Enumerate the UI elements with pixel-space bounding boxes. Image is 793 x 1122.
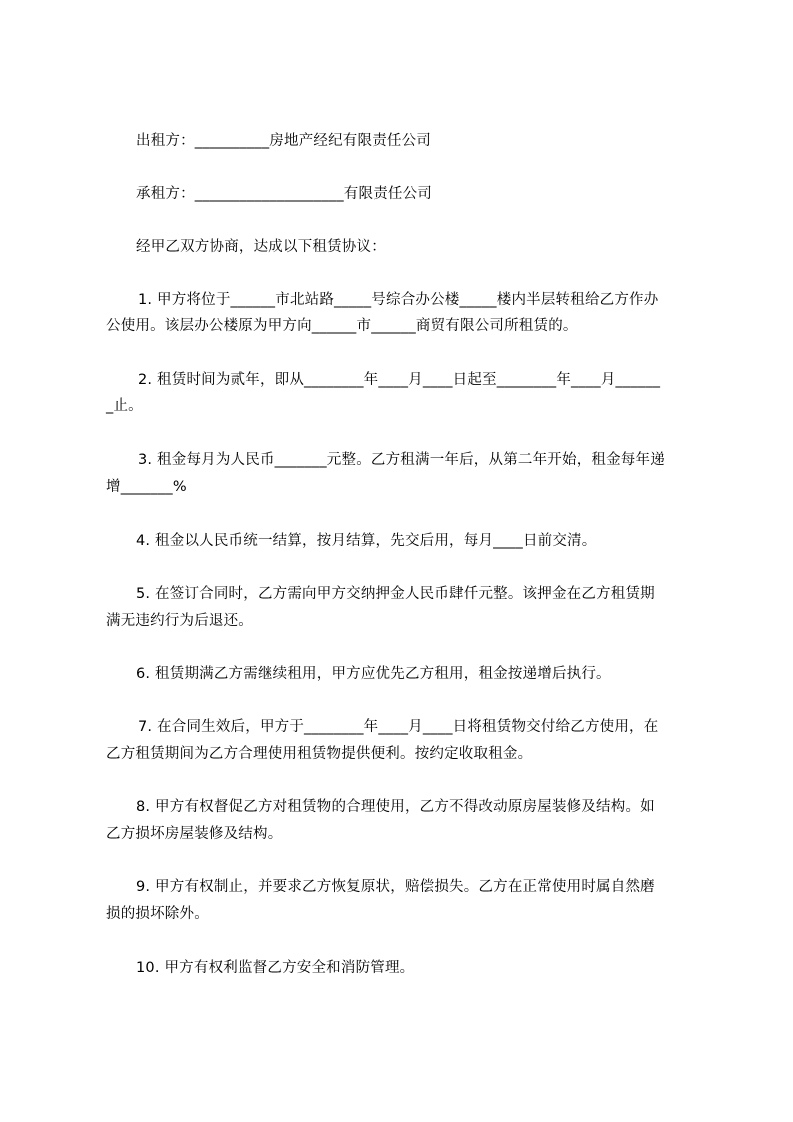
intro-line: 经甲乙双方协商，达成以下租赁协议： xyxy=(136,239,386,255)
clause-2-line-1: 2. 租赁时间为贰年，即从________年____月____日起至________年____月______ xyxy=(138,372,661,388)
clause-9-line-1: 9. 甲方有权制止，并要求乙方恢复原状，赔偿损失。乙方在正常使用时属自然磨 xyxy=(136,879,655,895)
lessor-line: 出租方：__________房地产经纪有限责任公司 xyxy=(136,133,431,149)
clause-9-line-2: 损的损坏除外。 xyxy=(106,906,209,922)
clause-7-line-2: 乙方租赁期间为乙方合理使用租赁物提供便利。按约定收取租金。 xyxy=(106,746,533,762)
clause-8-line-1: 8. 甲方有权督促乙方对租赁物的合理使用，乙方不得改动原房屋装修及结构。如 xyxy=(136,799,655,815)
clause-6-line-1: 6. 租赁期满乙方需继续租用，甲方应优先乙方租用，租金按递增后执行。 xyxy=(136,666,611,682)
clause-5-line-2: 满无违约行为后退还。 xyxy=(106,613,253,629)
clause-4-line-1: 4. 租金以人民币统一结算，按月结算，先交后用，每月____日前交清。 xyxy=(136,533,597,549)
clause-8-line-2: 乙方损坏房屋装修及结构。 xyxy=(106,826,283,842)
lessee-line: 承租方：____________________有限责任公司 xyxy=(136,186,432,202)
clause-1-line-2: 公使用。该层办公楼原为甲方向______市______商贸有限公司所租赁的。 xyxy=(106,318,578,334)
clause-3-line-1: 3. 租金每月为人民币_______元整。乙方租满一年后，从第二年开始，租金每年递 xyxy=(138,452,665,468)
clause-10-line-1: 10. 甲方有权利监督乙方安全和消防管理。 xyxy=(136,960,415,976)
clause-2-line-2: _止。 xyxy=(106,398,143,414)
clause-7-line-1: 7. 在合同生效后，甲方于________年____月____日将租赁物交付给乙方使用，在 xyxy=(138,719,659,735)
clause-3-line-2: 增_______% xyxy=(106,479,187,495)
clause-5-line-1: 5. 在签订合同时，乙方需向甲方交纳押金人民币肆仟元整。该押金在乙方租赁期 xyxy=(136,586,655,602)
clause-1-line-1: 1. 甲方将位于______市北站路_____号综合办公楼_____楼内半层转租给乙方作办 xyxy=(138,292,659,308)
